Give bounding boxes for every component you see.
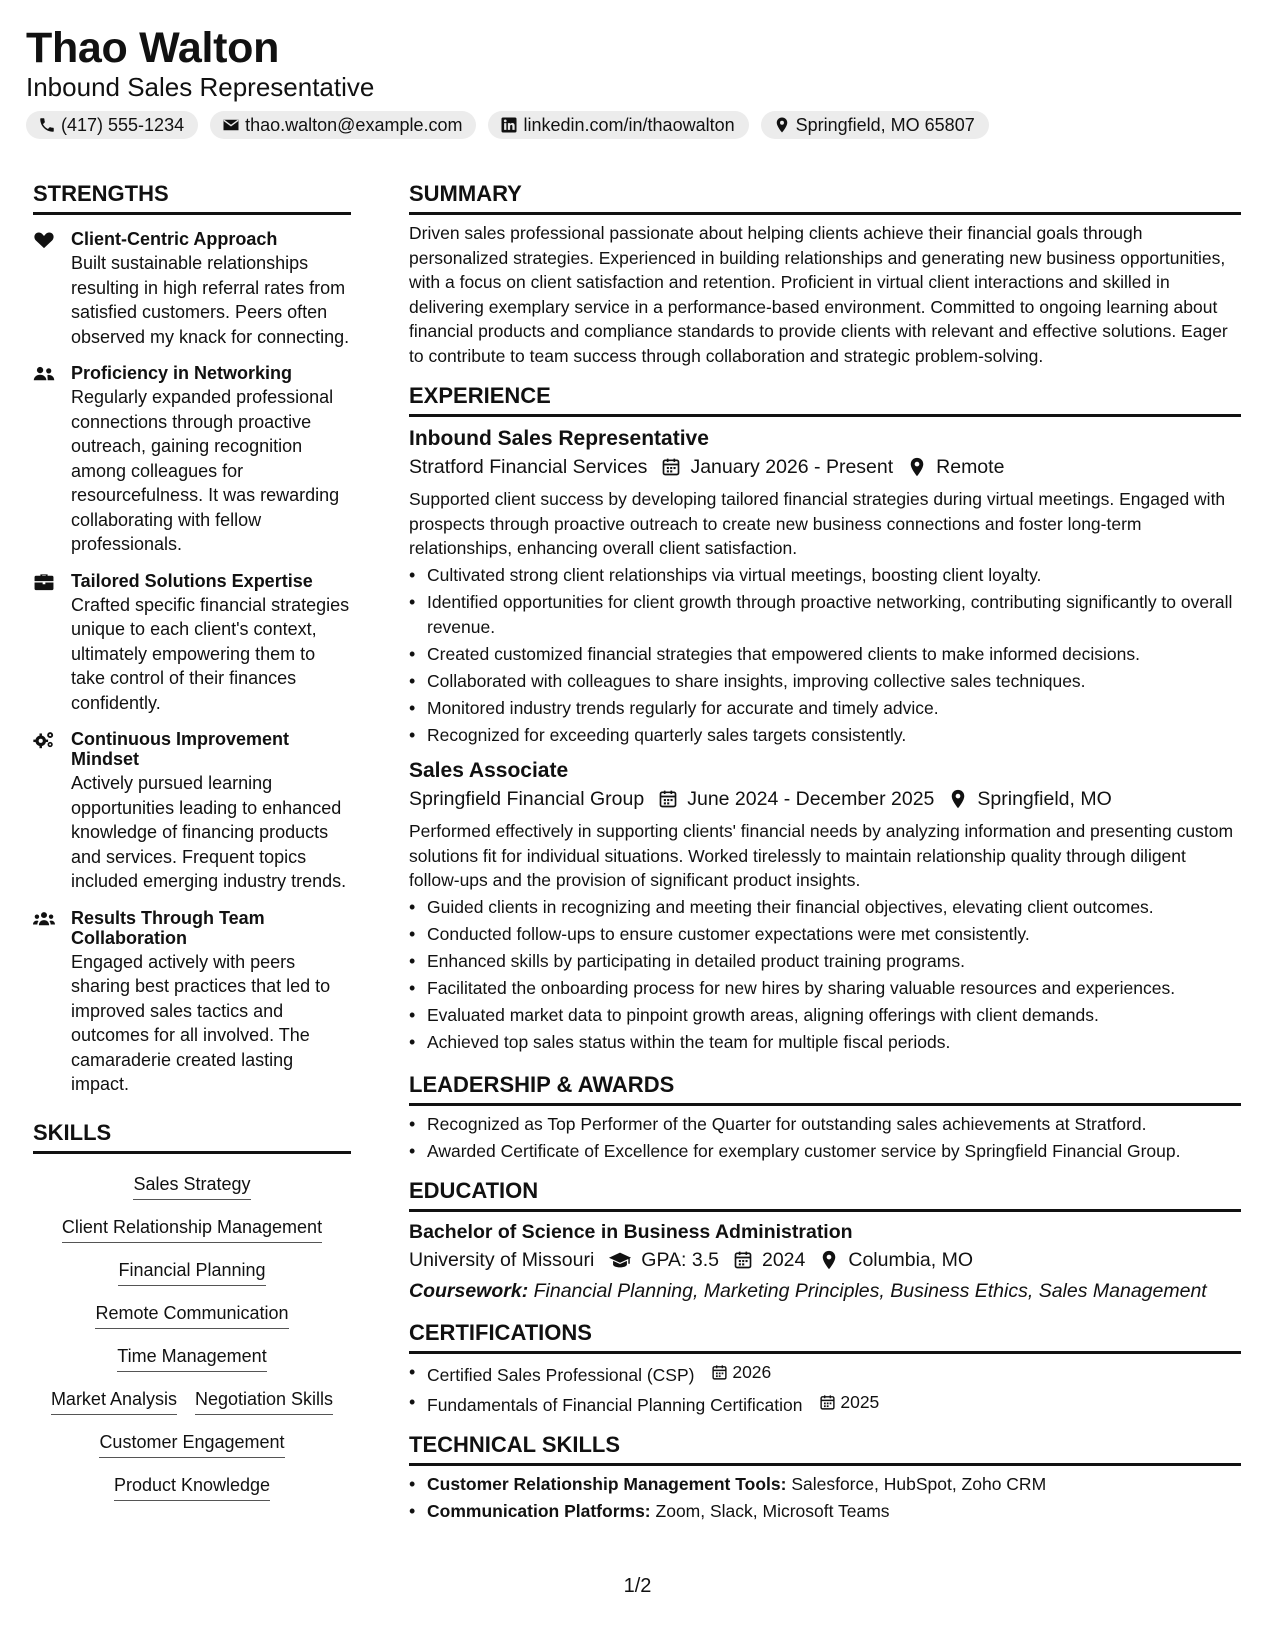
tech-skill-value: Zoom, Slack, Microsoft Teams — [655, 1501, 890, 1521]
contact-location — [761, 111, 989, 139]
leadership-heading: LEADERSHIP & AWARDS — [409, 1071, 1241, 1106]
education-heading: EDUCATION — [409, 1177, 1241, 1212]
school-name: University of Missouri — [409, 1249, 595, 1271]
list-item: • Monitored industry trends regularly for accurate and timely advice. — [409, 696, 1241, 721]
technical-skills-list — [409, 1472, 1241, 1524]
certifications-heading: CERTIFICATIONS — [409, 1319, 1241, 1354]
job-entry — [409, 757, 1241, 1055]
strength-title: Tailored Solutions Expertise — [71, 570, 313, 591]
tech-skill-value: Salesforce, HubSpot, Zoho CRM — [791, 1474, 1047, 1494]
location-pin-icon — [948, 789, 968, 809]
coursework-label: Coursework: — [409, 1280, 529, 1302]
coursework-text: Financial Planning, Marketing Principles, Business Ethics, Sales Management — [533, 1280, 1207, 1302]
skill-tag: Sales Strategy — [133, 1172, 250, 1200]
strength-desc: Engaged actively with peers sharing best practices that led to improved sales tactics and outcomes for all involved. The camaraderie created lasting impact. — [71, 951, 331, 1094]
strength-desc: Crafted specific financial strategies unique to each client's context, ultimately empowering them to take control of their finances confidently. — [71, 594, 350, 713]
location-pin-icon — [907, 457, 927, 477]
list-item: • Enhanced skills by participating in detailed product training programs. — [409, 949, 1241, 974]
job-description: Supported client success by developing tailored financial strategies during virtual meetings. Engaged with prospects through proactive outreach to create new business connections and foster long-term relationships, enhancing overall client satisfaction. — [409, 489, 1226, 558]
leadership-list — [409, 1112, 1241, 1164]
contact-bar — [26, 111, 1256, 139]
summary-heading: SUMMARY — [409, 180, 1241, 215]
phone-icon — [38, 116, 56, 134]
job-bullets — [409, 563, 1241, 747]
tech-skill-label: Communication Platforms: — [427, 1501, 651, 1521]
phone-text: (417) 555-1234 — [61, 114, 185, 135]
strength-item — [33, 229, 351, 349]
job-location: Springfield, MO — [977, 788, 1112, 810]
cert-year: 2025 — [840, 1391, 880, 1412]
strength-desc: Built sustainable relationships resulting in high referral rates from satisfied customers. Peers often observed my knack for connecting. — [71, 253, 350, 347]
list-item: • Conducted follow-ups to ensure customer expectations were met consistently. — [409, 922, 1241, 947]
calendar-icon — [658, 789, 678, 809]
heart-icon — [33, 231, 55, 249]
user-friends-icon — [33, 365, 55, 383]
cert-name: Certified Sales Professional (CSP) — [427, 1364, 695, 1385]
list-item: • Guided clients in recognizing and meeting their financial objectives, elevating client outcomes. — [409, 895, 1241, 920]
technical-skills-heading: TECHNICAL SKILLS — [409, 1431, 1241, 1466]
job-meta — [409, 785, 1241, 813]
left-column — [33, 180, 351, 1501]
strength-item — [33, 571, 351, 716]
list-item — [409, 1499, 1241, 1524]
list-item — [409, 1360, 1241, 1387]
strength-title: Results Through Team Collaboration — [71, 907, 265, 948]
skill-tag: Time Management — [117, 1344, 266, 1372]
skill-tag: Financial Planning — [118, 1258, 265, 1286]
certifications-list — [409, 1360, 1241, 1417]
list-item: • Collaborated with colleagues to share insights, improving collective sales techniques. — [409, 669, 1241, 694]
school-location: Columbia, MO — [848, 1249, 973, 1271]
education-entry — [409, 1218, 1241, 1305]
job-bullets — [409, 895, 1241, 1055]
list-item — [409, 1472, 1241, 1497]
right-column — [409, 180, 1241, 1524]
list-item: • Awarded Certificate of Excellence for exemplary customer service by Springfield Financial Group. — [409, 1139, 1241, 1164]
strength-item — [33, 908, 351, 1097]
list-item: • Created customized financial strategies that empowered clients to make informed decisions. — [409, 642, 1241, 667]
contact-linkedin[interactable] — [488, 111, 748, 139]
strength-item — [33, 729, 351, 894]
education-meta — [409, 1246, 1241, 1274]
job-description: Performed effectively in supporting clients' financial needs by analyzing information and presenting custom solutions fit for individual situations. Worked tirelessly to maintain relationship quality through diligent follow-ups and the provision of significant product insights. — [409, 821, 1234, 890]
calendar-icon — [711, 1364, 728, 1381]
strength-title: Continuous Improvement Mindset — [71, 729, 290, 769]
linkedin-icon — [500, 116, 518, 134]
strength-desc: Actively pursued learning opportunities leading to enhanced knowledge of financing products and services. Frequent topics included emerging industry trends. — [71, 773, 347, 891]
graduation-year: 2024 — [761, 1249, 806, 1271]
summary-text: Driven sales professional passionate about helping clients achieve their financial goals through personalized strategies. Experienced in building relationships and generating new business opportunities, with a focus on client satisfaction and retention. Proficient in virtual client interactions and skilled in delivering exemplary service in a performance-based environment. Committed to ongoing learning about financial products and compliance standards to provide clients with relevant and effective solutions. Eager to contribute to team success through collaboration and strategic problem-solving. — [409, 223, 1228, 366]
cogs-icon — [33, 731, 55, 749]
email-text: thao.walton@example.com — [245, 114, 463, 135]
skill-tag: Client Relationship Management — [62, 1215, 322, 1243]
users-icon — [33, 910, 55, 928]
job-entry — [409, 425, 1241, 747]
skill-tag: Remote Communication — [95, 1301, 288, 1329]
list-item — [409, 1390, 1241, 1417]
job-dates: June 2024 - December 2025 — [687, 788, 935, 810]
degree-title: Bachelor of Science in Business Administration — [409, 1221, 853, 1243]
job-company: Springfield Financial Group — [409, 788, 645, 810]
tech-skill-label: Customer Relationship Management Tools: — [427, 1474, 787, 1494]
skill-tag: Product Knowledge — [114, 1473, 270, 1501]
contact-email[interactable] — [210, 111, 476, 139]
location-text: Springfield, MO 65807 — [795, 114, 975, 135]
location-pin-icon — [819, 1250, 839, 1270]
job-dates: January 2026 - Present — [690, 456, 894, 478]
list-item: • Facilitated the onboarding process for new hires by sharing valuable resources and experiences. — [409, 976, 1241, 1001]
graduation-cap-icon — [608, 1250, 632, 1270]
calendar-icon — [733, 1250, 753, 1270]
calendar-icon — [661, 457, 681, 477]
cert-name: Fundamentals of Financial Planning Certification — [427, 1394, 803, 1415]
skills-heading: SKILLS — [33, 1119, 351, 1154]
strength-title: Client-Centric Approach — [71, 229, 278, 249]
calendar-icon — [819, 1394, 836, 1411]
strengths-heading: STRENGTHS — [33, 180, 351, 215]
briefcase-icon — [33, 573, 55, 591]
list-item: • Evaluated market data to pinpoint growth areas, aligning offerings with client demands. — [409, 1003, 1241, 1028]
strength-title: Proficiency in Networking — [71, 363, 293, 383]
coursework — [409, 1277, 1241, 1305]
job-title: Sales Associate — [409, 759, 569, 782]
page-number: 1/2 — [623, 1575, 652, 1597]
resume-header — [26, 22, 1256, 139]
candidate-title: Inbound Sales Representative — [26, 72, 375, 102]
job-meta — [409, 453, 1241, 481]
linkedin-text: linkedin.com/in/thaowalton — [523, 114, 735, 135]
list-item: • Achieved top sales status within the team for multiple fiscal periods. — [409, 1030, 1241, 1055]
list-item: • Recognized for exceeding quarterly sales targets consistently. — [409, 723, 1241, 748]
list-item: • Recognized as Top Performer of the Quarter for outstanding sales achievements at Stratford. — [409, 1112, 1241, 1137]
list-item: • Identified opportunities for client growth through proactive networking, contributing significantly to overall revenue. — [409, 590, 1241, 639]
job-location: Remote — [936, 456, 1005, 478]
candidate-name: Thao Walton — [26, 24, 280, 72]
skill-tag: Market Analysis — [51, 1387, 177, 1415]
job-title: Inbound Sales Representative — [409, 427, 709, 450]
cert-year: 2026 — [732, 1362, 772, 1382]
strength-item — [33, 363, 351, 557]
job-company: Stratford Financial Services — [409, 456, 648, 478]
skill-tag: Customer Engagement — [99, 1430, 284, 1458]
skill-tag: Negotiation Skills — [195, 1387, 333, 1415]
contact-phone[interactable] — [26, 111, 198, 139]
location-pin-icon — [773, 116, 791, 134]
gpa-text: GPA: 3.5 — [641, 1249, 719, 1271]
experience-heading: EXPERIENCE — [409, 382, 1241, 417]
skills-list — [33, 1172, 351, 1501]
strength-desc: Regularly expanded professional connections through proactive outreach, gaining recognition among colleagues for resourcefulness. It was rewarding collaborating with fellow professionals. — [71, 387, 340, 554]
list-item: • Cultivated strong client relationships via virtual meetings, boosting client loyalty. — [409, 563, 1241, 588]
envelope-icon — [222, 116, 240, 134]
